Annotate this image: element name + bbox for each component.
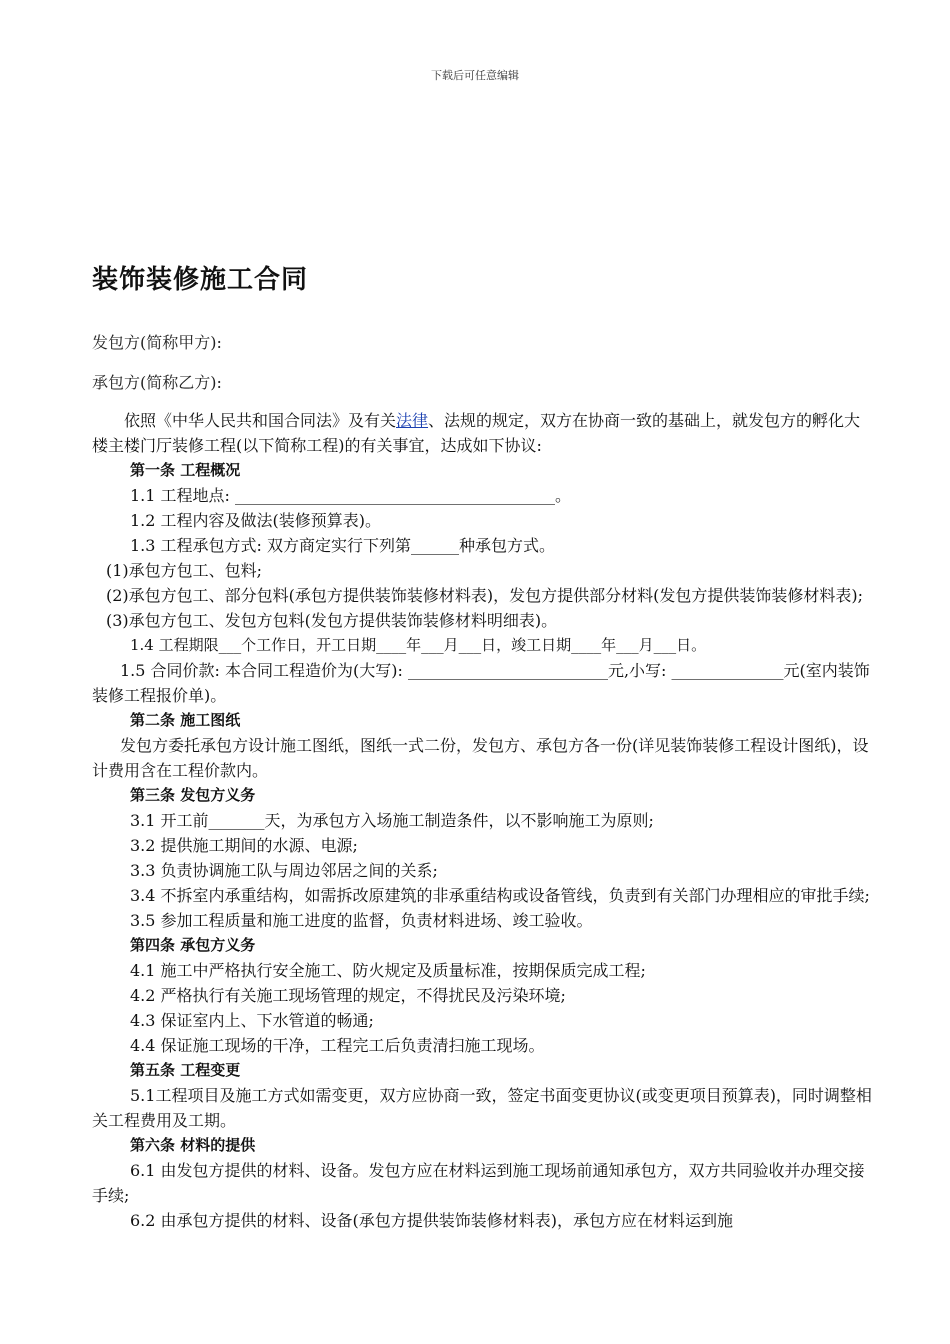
section-6-heading: 第六条 材料的提供 <box>130 1136 256 1154</box>
intro-paragraph <box>92 408 874 458</box>
law-link[interactable]: 法律 <box>396 411 429 430</box>
page-header: 下载后可任意编辑 <box>431 69 519 82</box>
clause-3-5: 3.5 参加工程质量和施工进度的监督，负责材料进场、竣工验收。 <box>130 911 593 930</box>
clause-4-3: 4.3 保证室内上、下水管道的畅通; <box>130 1011 374 1030</box>
clause-3-3: 3.3 负责协调施工队与周边邻居之间的关系; <box>130 861 438 880</box>
clause-4-1: 4.1 施工中严格执行安全施工、防火规定及质量标准，按期保质完成工程; <box>130 961 646 980</box>
clause-4-2: 4.2 严格执行有关施工现场管理的规定，不得扰民及污染环境; <box>130 986 566 1005</box>
clause-1-4: 1.4 工程期限___个工作日，开工日期____年___月___日，竣工日期____年___月___日。 <box>130 636 707 654</box>
contract-body <box>92 408 874 1233</box>
clause-1-5: 1.5 合同价款: 本合同工程造价为(大写): _________________________元,小写: ______________元(室内装饰装修工程报价单)。 <box>92 661 870 705</box>
clause-1-2: 1.2 工程内容及做法(装修预算表)。 <box>130 511 382 530</box>
clause-1-3: 1.3 工程承包方式: 双方商定实行下列第______种承包方式。 <box>130 536 556 555</box>
section-4-heading: 第四条 承包方义务 <box>130 936 256 954</box>
clause-1-3-option-1: (1)承包方包工、包料; <box>106 561 263 580</box>
clause-6-2: 6.2 由承包方提供的材料、设备(承包方提供装饰装修材料表)，承包方应在材料运到施 <box>130 1211 734 1230</box>
intro-text-1: 依照《中华人民共和国合同法》及有关 <box>124 411 397 430</box>
section-5-heading: 第五条 工程变更 <box>130 1061 241 1079</box>
party-a-line: 发包方(简称甲方): <box>92 333 222 352</box>
intro-text-2: 、法规的规定，双方在协商一致的基础上，就发包方的孵化大楼主楼门厅装修工程(以下简称工程)的有关事宜，达成如下协议: <box>92 411 861 455</box>
party-b-line: 承包方(简称乙方): <box>92 373 222 392</box>
section-2-heading: 第二条 施工图纸 <box>130 711 241 729</box>
section-3-heading: 第三条 发包方义务 <box>130 786 256 804</box>
clause-1-3-option-2: (2)承包方包工、部分包料(承包方提供装饰装修材料表)，发包方提供部分材料(发包方提供装饰装修材料表); <box>106 586 864 605</box>
section-1-heading: 第一条 工程概况 <box>130 461 241 479</box>
clause-1-1: 1.1 工程地点: ________________________________________。 <box>130 486 572 505</box>
clause-3-2: 3.2 提供施工期间的水源、电源; <box>130 836 358 855</box>
document-title: 装饰装修施工合同 <box>92 265 309 295</box>
clause-3-4: 3.4 不拆室内承重结构，如需拆改原建筑的非承重结构或设备管线，负责到有关部门办理相应的审批手续; <box>130 886 870 905</box>
clause-3-1: 3.1 开工前_______天，为承包方入场施工制造条件，以不影响施工为原则; <box>130 811 654 830</box>
clause-6-1: 6.1 由发包方提供的材料、设备。发包方应在材料运到施工现场前通知承包方，双方共同验收并办理交接手续; <box>92 1161 865 1205</box>
clause-2-text: 发包方委托承包方设计施工图纸，图纸一式二份，发包方、承包方各一份(详见装饰装修工程设计图纸)，设计费用含在工程价款内。 <box>92 736 869 780</box>
clause-1-3-option-3: (3)承包方包工、发包方包料(发包方提供装饰装修材料明细表)。 <box>106 611 558 630</box>
clause-5-1: 5.1工程项目及施工方式如需变更，双方应协商一致，签定书面变更协议(或变更项目预算表)，同时调整相关工程费用及工期。 <box>92 1086 872 1130</box>
clause-4-4: 4.4 保证施工现场的干净，工程完工后负责清扫施工现场。 <box>130 1036 545 1055</box>
